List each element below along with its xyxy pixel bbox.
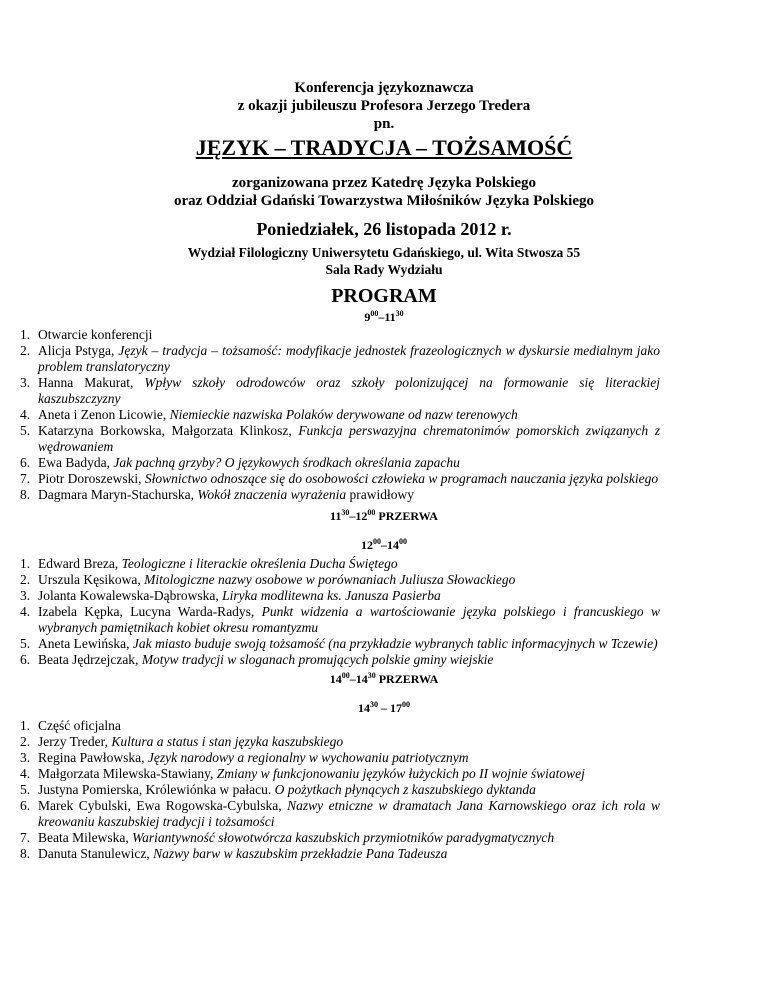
- item-number: 7.: [20, 471, 31, 486]
- item-title: Zmiany w funkcjonowaniu języków łużyckich po II wojnie światowej: [216, 766, 585, 781]
- item-author: Katarzyna Borkowska, Małgorzata Klinkosz,: [38, 423, 299, 438]
- item-author: Marek Cybulski, Ewa Rogowska-Cybulska,: [38, 798, 288, 813]
- conference-title: JĘZYK – TRADYCJA – TOŻSAMOŚĆ: [195, 135, 573, 160]
- program-item: [20, 830, 660, 846]
- item-number: 5.: [20, 636, 31, 651]
- program-item: [20, 718, 660, 734]
- item-author: Aneta Lewińska,: [38, 636, 133, 651]
- item-title: Niemieckie nazwiska Polaków derywowane od nazw terenowych: [169, 407, 518, 422]
- item-author: Jerzy Treder,: [38, 734, 112, 749]
- program-item: [20, 487, 660, 503]
- program-item: [20, 455, 660, 471]
- program-item: [20, 343, 660, 375]
- item-author: Urszula Kęsikowa,: [38, 572, 145, 587]
- program-item: [20, 766, 660, 782]
- session-time-2: $12^{00}-14^{00}$: [361, 537, 407, 552]
- program-item: [20, 750, 660, 766]
- program-item: [20, 734, 660, 750]
- item-author: Beata Milewska,: [38, 830, 133, 845]
- item-title: Mitologiczne nazwy osobowe w porównaniach Juliusza Słowackiego: [144, 572, 516, 587]
- session-2-list: [20, 556, 660, 668]
- program-item: [20, 471, 660, 487]
- item-author: Justyna Pomierska, Królewiónka w pałacu.: [38, 782, 275, 797]
- program-item: [20, 652, 660, 668]
- item-title: Kultura a status i stan języka kaszubskiego: [111, 734, 344, 749]
- item-author: Beata Jędrzejczak,: [38, 652, 142, 667]
- item-author: Hanna Makurat,: [38, 375, 145, 390]
- item-author: Alicja Pstyga,: [38, 343, 119, 358]
- item-number: 3.: [20, 375, 31, 390]
- item-number: 5.: [20, 423, 31, 438]
- pn-line: pn.: [373, 116, 395, 132]
- item-title: Wpływ szkoły odrodowców oraz szkoły polonizującej na formowanie się literackiej kaszubszczyzny: [38, 375, 661, 406]
- program-item: [20, 556, 660, 572]
- item-number: 3.: [20, 588, 31, 603]
- organizer-line-2: oraz Oddział Gdański Towarzystwa Miłośników Języka Polskiego: [173, 193, 595, 209]
- program-item: [20, 572, 660, 588]
- item-title: Nazwy barw w kaszubskim przekładzie Pana Tadeusza: [153, 846, 448, 861]
- program-item: [20, 407, 660, 423]
- program-item: [20, 588, 660, 604]
- item-number: 5.: [20, 782, 31, 797]
- program-item: [20, 798, 660, 830]
- item-number: 8.: [20, 846, 31, 861]
- program-item: [20, 327, 660, 343]
- item-title: Język narodowy a regionalny w wychowaniu patriotycznym: [147, 750, 469, 765]
- conference-date: Poniedziałek, 26 listopada 2012 r.: [256, 219, 512, 239]
- session-time-1: $9^{00}-11^{30}$: [364, 309, 404, 324]
- program-item: [20, 604, 660, 636]
- program-item: [20, 846, 660, 862]
- item-author: Piotr Doroszewski,: [38, 471, 145, 486]
- break-2: $14^{00}-14^{30}$ PRZERWA: [329, 671, 439, 686]
- item-number: 3.: [20, 750, 31, 765]
- item-title: Nazwy etniczne w dramatach Jana Karnowskiego oraz ich rola w kreowaniu kaszubskiej tradycji i tożsamości: [38, 798, 660, 829]
- item-author: Edward Breza,: [38, 556, 122, 571]
- program-item: [20, 423, 660, 455]
- item-title: Motyw tradycji w sloganach promujących polskie gminy wiejskie: [141, 652, 494, 667]
- item-author: Małgorzata Milewska-Stawiany,: [38, 766, 217, 781]
- session-time-3: $14^{30} - 17^{00}$: [358, 700, 410, 715]
- item-number: 1.: [20, 556, 31, 571]
- item-title: Wariantywność słowotwórcza kaszubskich przymiotników paradygmatycznych: [132, 830, 555, 845]
- item-author: Dagmara Maryn-Stachurska,: [38, 487, 198, 502]
- item-number: 1.: [20, 718, 31, 733]
- item-number: 2.: [20, 343, 31, 358]
- item-author: Aneta i Zenon Licowie,: [38, 407, 170, 422]
- organizer-line-1: zorganizowana przez Katedrę Języka Polskiego: [231, 175, 537, 191]
- item-number: 1.: [20, 327, 31, 342]
- item-title: Funkcja perswazyjna chrematonimów pomorskich związanych z wędrowaniem: [38, 423, 660, 454]
- item-title: Jak miasto buduje swoją tożsamość (na przykładzie wybranych tablic informacyjnych w Tczewie): [132, 636, 658, 651]
- item-title: Liryka modlitewna ks. Janusza Pasierba: [222, 588, 441, 603]
- item-number: 6.: [20, 455, 31, 470]
- item-author: Regina Pawłowska,: [38, 750, 148, 765]
- item-number: 4.: [20, 766, 31, 781]
- item-number: 7.: [20, 830, 31, 845]
- item-title: Słownictwo odnoszące się do osobowości człowieka w programach nauczania języka polskiego: [144, 471, 659, 486]
- venue-line-2: Sala Rady Wydziału: [325, 262, 443, 277]
- item-title: O pożytkach płynących z kaszubskiego dyktanda: [274, 782, 536, 797]
- item-number: 6.: [20, 798, 31, 813]
- item-author: Ewa Badyda,: [38, 455, 114, 470]
- break-1: $11^{30}-12^{00}$ PRZERWA: [330, 508, 438, 523]
- item-title: Teologiczne i literackie określenia Ducha Świętego: [121, 556, 398, 571]
- occasion-line: z okazji jubileuszu Profesora Jerzego Tredera: [237, 98, 531, 114]
- item-number: 8.: [20, 487, 31, 502]
- item-author: Danuta Stanulewicz,: [38, 846, 154, 861]
- program-heading: PROGRAM: [331, 285, 437, 307]
- item-author: Izabela Kępka, Lucyna Warda-Radys,: [38, 604, 262, 619]
- program-item: [20, 636, 660, 652]
- program-item: [20, 375, 660, 407]
- item-number: 4.: [20, 407, 31, 422]
- venue-line-1: Wydział Filologiczny Uniwersytetu Gdańskiego, ul. Wita Stwosza 55: [187, 245, 581, 260]
- item-title: Punkt widzenia a wartościowanie języka polskiego i francuskiego w wybranych pamiętnikach kobiet okresu romantyzmu: [38, 604, 661, 635]
- item-tail: prawidłowy: [346, 487, 414, 502]
- item-title: Jak pachną grzyby? O językowych środkach określania zapachu: [113, 455, 460, 470]
- program-item: [20, 782, 660, 798]
- session-3-list: [20, 718, 660, 862]
- item-author: Część oficjalna: [38, 718, 121, 733]
- item-title: Wokół znaczenia wyrażenia: [197, 487, 347, 502]
- item-author: Otwarcie konferencji: [38, 327, 153, 342]
- session-1-list: [20, 327, 660, 503]
- item-number: 6.: [20, 652, 31, 667]
- item-number: 2.: [20, 734, 31, 749]
- item-author: Jolanta Kowalewska-Dąbrowska,: [38, 588, 223, 603]
- item-number: 2.: [20, 572, 31, 587]
- conference-label: Konferencja językoznawcza: [294, 80, 474, 96]
- item-number: 4.: [20, 604, 31, 619]
- item-title: Język – tradycja – tożsamość: modyfikacje jednostek frazeologicznych w dyskursie medialnym jako problem translatoryczny: [38, 343, 661, 374]
